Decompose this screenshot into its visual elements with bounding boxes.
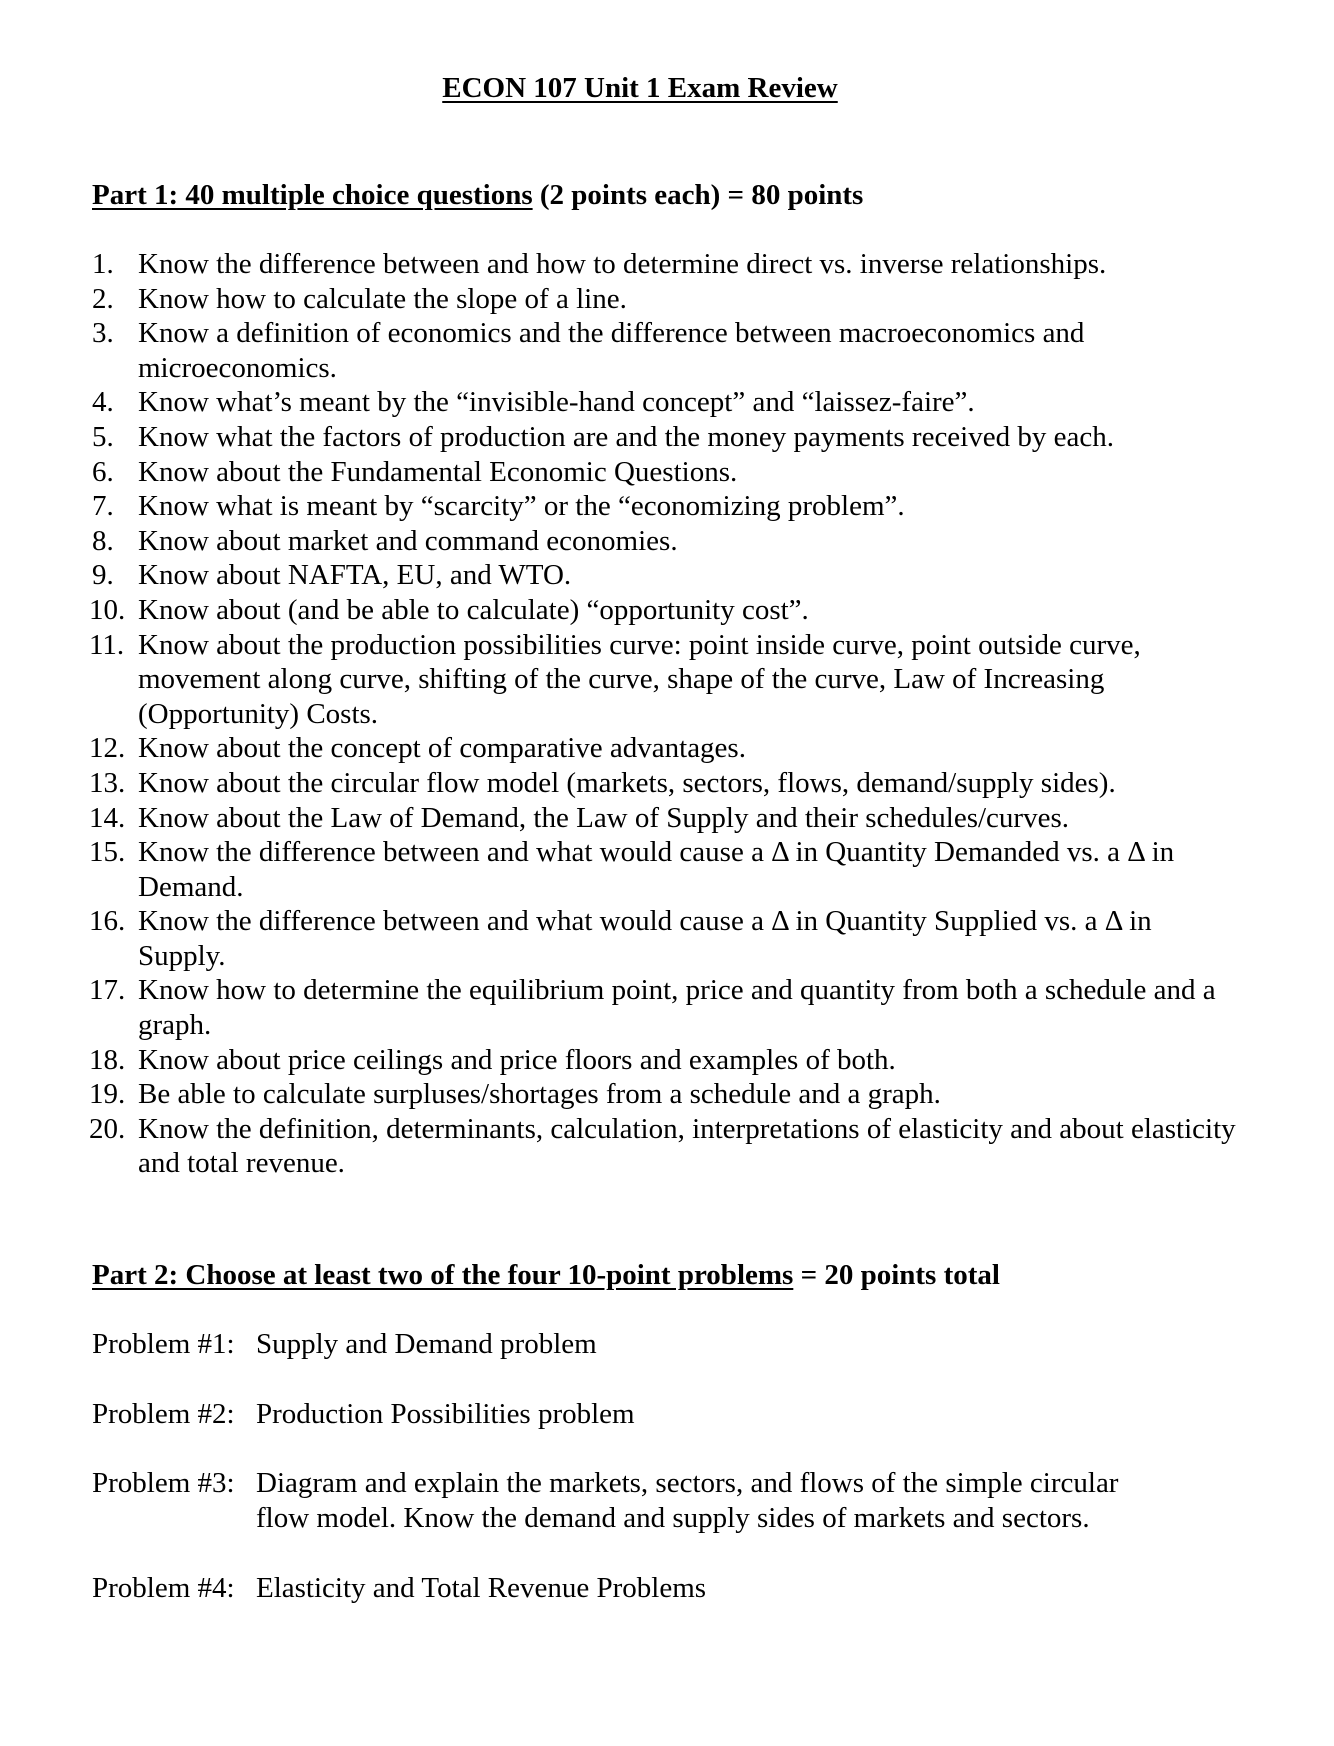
- item-text: Know a definition of economics and the difference between macroeconomics and microeconomics.: [138, 317, 1085, 384]
- item-number: 10.: [89, 593, 126, 626]
- item-number: 7.: [92, 490, 114, 523]
- part2-heading-underlined: Part 2: Choose at least two of the four 10-point problems: [92, 1259, 794, 1291]
- item-number: 11.: [89, 628, 125, 661]
- item-number: 12.: [89, 732, 126, 765]
- problem-3: [92, 1466, 1242, 1536]
- item-number: 2.: [92, 282, 114, 315]
- item-text: Know about the production possibilities curve: point inside curve, point outside curve, movement along curve, shifting of the curve, shape of the curve, Law of Increasing (Opportunity) Costs.: [138, 628, 1141, 730]
- item-text: Know about the circular flow model (markets, sectors, flows, demand/supply sides).: [138, 766, 1116, 799]
- item-text: Know about the Law of Demand, the Law of Supply and their schedules/curves.: [138, 801, 1069, 834]
- list-item: [92, 385, 1242, 420]
- item-text: Know about the concept of comparative advantages.: [138, 732, 746, 765]
- item-number: 18.: [89, 1043, 126, 1076]
- list-item: [92, 558, 1242, 593]
- item-text: Know the definition, determinants, calculation, interpretations of elasticity and about elasticity and total revenue.: [138, 1112, 1236, 1180]
- list-item: [92, 489, 1242, 524]
- document-title-text: ECON 107 Unit 1 Exam Review: [442, 72, 838, 104]
- item-text: Know what’s meant by the “invisible-hand concept” and “laissez-faire”.: [138, 386, 975, 419]
- part1-heading: [92, 177, 863, 213]
- list-item: [92, 524, 1242, 559]
- part2-heading-points: = 20 points total: [793, 1259, 1000, 1291]
- list-item: [89, 766, 1242, 801]
- problem-2: [92, 1397, 1242, 1432]
- item-text: Know about the Fundamental Economic Questions.: [138, 455, 738, 488]
- list-item: [92, 420, 1242, 455]
- item-text: Know the difference between and what would cause a Δ in Quantity Demanded vs. a Δ in Demand.: [138, 836, 1175, 903]
- item-number: 1.: [92, 248, 114, 280]
- item-number: 17.: [89, 974, 126, 1007]
- list-item: [92, 247, 1242, 282]
- item-number: 20.: [89, 1112, 126, 1145]
- problem-text: Diagram and explain the markets, sectors, and flows of the simple circular flow model. Know the demand and supply sides of markets and sectors.: [256, 1467, 1119, 1534]
- list-item: [89, 904, 1242, 973]
- item-number: 19.: [89, 1078, 126, 1111]
- item-text: Know how to calculate the slope of a line.: [138, 282, 627, 315]
- item-text: Know about (and be able to calculate) “opportunity cost”.: [138, 593, 809, 626]
- item-text: Know what is meant by “scarcity” or the “economizing problem”.: [138, 490, 905, 523]
- list-item: [89, 1112, 1242, 1181]
- item-number: 3.: [92, 317, 114, 350]
- list-item: [89, 801, 1242, 836]
- problem-label: Problem #2:: [92, 1398, 235, 1430]
- item-text: Know what the factors of production are and the money payments received by each.: [138, 420, 1114, 453]
- problem-label: Problem #4:: [92, 1572, 235, 1604]
- item-number: 14.: [89, 801, 126, 834]
- item-number: 6.: [92, 455, 114, 488]
- item-text: Be able to calculate surpluses/shortages from a schedule and a graph.: [138, 1078, 941, 1111]
- item-text: Know about price ceilings and price floors and examples of both.: [138, 1043, 896, 1076]
- item-number: 15.: [89, 836, 126, 869]
- problem-4: [92, 1571, 1242, 1606]
- item-number: 5.: [92, 420, 114, 453]
- problem-1: [92, 1327, 1242, 1362]
- item-number: 9.: [92, 559, 114, 592]
- list-item: [89, 628, 1242, 732]
- item-number: 13.: [89, 766, 126, 799]
- item-text: Know the difference between and how to determine direct vs. inverse relationships.: [138, 248, 1107, 280]
- problem-label: Problem #1:: [92, 1328, 235, 1360]
- list-item: [89, 731, 1242, 766]
- item-text: Know about NAFTA, EU, and WTO.: [138, 559, 572, 592]
- item-text: Know the difference between and what would cause a Δ in Quantity Supplied vs. a Δ in Supply.: [138, 905, 1152, 972]
- list-item: [89, 973, 1242, 1042]
- list-item: [92, 282, 1242, 317]
- list-item: [92, 455, 1242, 490]
- item-number: 8.: [92, 524, 114, 557]
- problem-text: Production Possibilities problem: [256, 1398, 635, 1430]
- problem-text: Elasticity and Total Revenue Problems: [256, 1572, 707, 1604]
- item-number: 16.: [89, 905, 126, 938]
- review-topic-list: [89, 247, 1242, 1181]
- list-item: [89, 1077, 1242, 1112]
- problem-label: Problem #3:: [92, 1467, 235, 1499]
- list-item: [92, 316, 1242, 385]
- item-text: Know how to determine the equilibrium point, price and quantity from both a schedule and a graph.: [138, 974, 1216, 1042]
- part2-heading: [92, 1257, 1000, 1293]
- part1-heading-underlined: Part 1: 40 multiple choice questions: [92, 179, 533, 211]
- list-item: [89, 593, 1242, 628]
- item-text: Know about market and command economies.: [138, 524, 678, 557]
- part1-heading-points: (2 points each) = 80 points: [532, 179, 864, 211]
- list-item: [89, 835, 1242, 904]
- list-item: [89, 1043, 1242, 1078]
- document-title: [0, 70, 1280, 106]
- item-number: 4.: [92, 386, 114, 419]
- problem-text: Supply and Demand problem: [256, 1328, 597, 1360]
